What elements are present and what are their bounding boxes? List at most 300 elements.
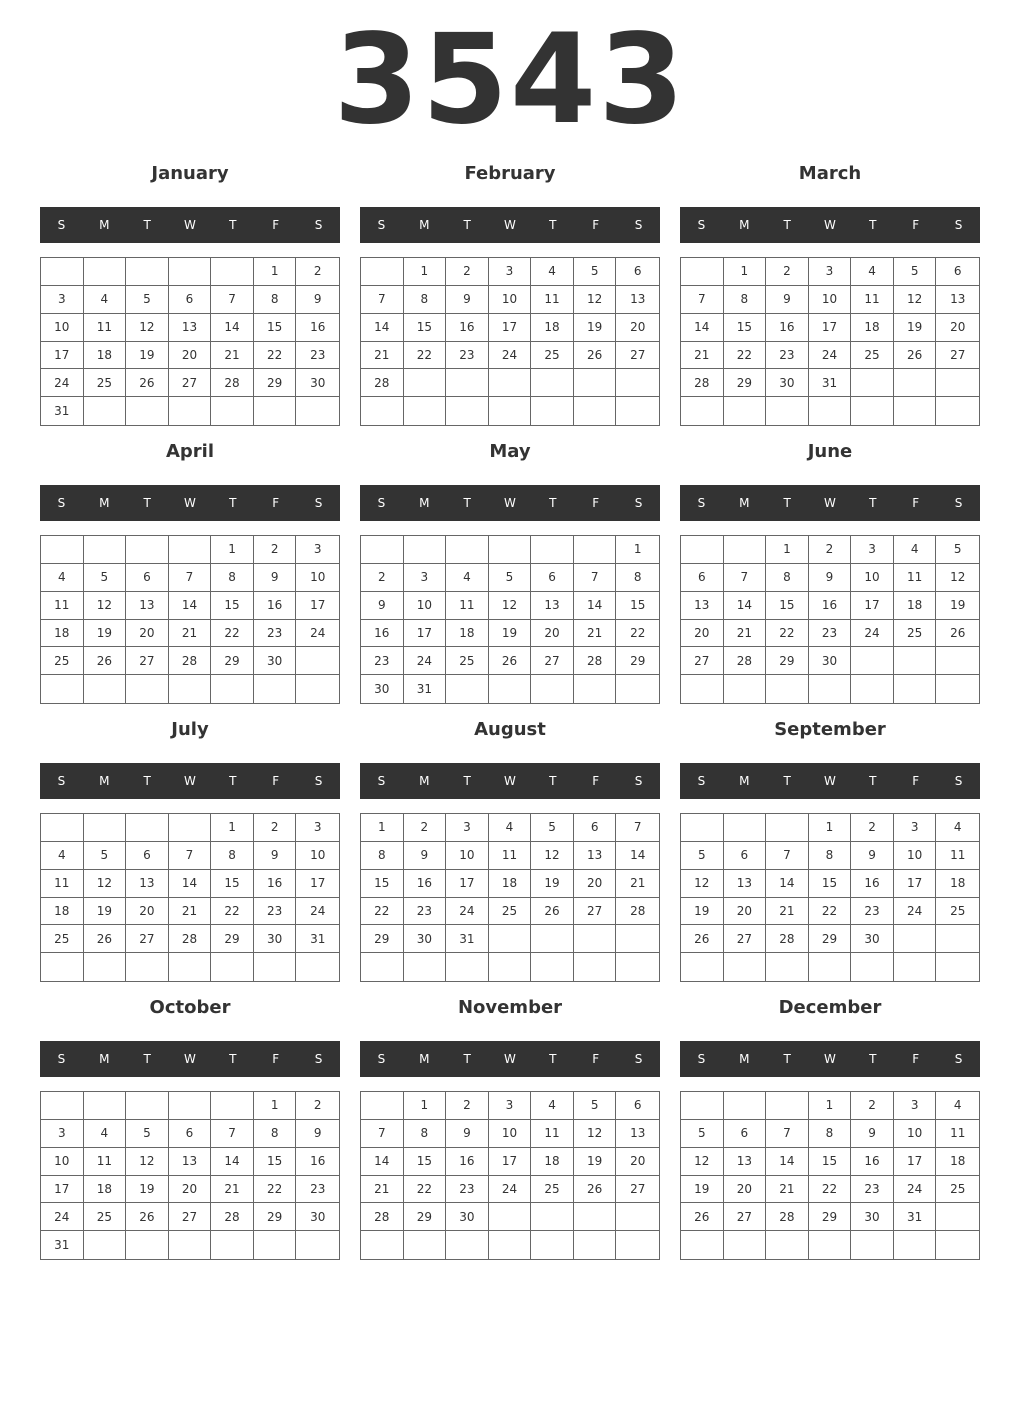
month-june [680,434,980,712]
weekday-label: S [377,774,386,788]
day-cell: 13 [616,1120,659,1148]
day-cell: 28 [169,925,212,953]
day-cell [361,258,404,286]
day-cell: 2 [404,814,447,842]
month-february [360,156,660,434]
day-cell: 3 [41,286,84,314]
day-cell [894,953,937,981]
weekday-label: F [272,496,280,510]
day-cell: 6 [936,258,979,286]
day-cell: 15 [254,314,297,342]
day-cell: 30 [766,369,809,397]
day-cell: 1 [404,258,447,286]
day-cell [936,369,979,397]
day-cell: 4 [531,258,574,286]
weekday-label: F [592,218,600,232]
day-cell: 27 [616,342,659,370]
day-cell: 19 [84,898,127,926]
day-cell: 21 [574,620,617,648]
day-cell [361,953,404,981]
day-cell: 19 [936,592,979,620]
day-cell: 18 [851,314,894,342]
month-name: September [774,719,886,740]
day-cell [404,397,447,425]
day-cell: 23 [766,342,809,370]
weekday-label: T [463,1052,471,1066]
day-grid [40,257,340,426]
day-cell: 22 [211,620,254,648]
day-cell: 23 [851,898,894,926]
day-cell: 12 [894,286,937,314]
day-cell: 28 [361,369,404,397]
day-cell: 16 [766,314,809,342]
day-cell [894,397,937,425]
day-cell [851,675,894,703]
day-cell: 20 [169,342,212,370]
day-cell: 31 [446,925,489,953]
day-cell: 15 [404,1148,447,1176]
weekday-label: S [634,218,643,232]
day-cell [361,397,404,425]
weekday-label: T [143,774,151,788]
day-cell: 11 [84,1148,127,1176]
weekday-label: S [954,1052,963,1066]
day-cell [574,1203,617,1231]
day-cell [254,675,297,703]
day-cell: 19 [126,342,169,370]
day-cell: 18 [531,314,574,342]
day-cell [681,258,724,286]
day-cell: 11 [446,592,489,620]
day-cell [84,536,127,564]
day-cell [446,675,489,703]
day-cell: 13 [126,592,169,620]
day-cell: 9 [254,564,297,592]
day-cell: 15 [809,1148,852,1176]
day-cell [574,369,617,397]
day-cell [126,675,169,703]
day-cell [84,258,127,286]
day-cell [724,397,767,425]
day-cell: 25 [41,647,84,675]
day-cell: 25 [531,342,574,370]
day-cell: 20 [169,1176,212,1204]
day-cell: 6 [531,564,574,592]
day-cell [254,953,297,981]
day-cell: 7 [724,564,767,592]
day-cell: 7 [211,286,254,314]
day-cell [211,1092,254,1120]
weekday-label: M [419,1052,430,1066]
weekday-label: T [549,774,557,788]
weekday-label: W [504,496,516,510]
day-cell: 27 [126,925,169,953]
day-cell: 25 [489,898,532,926]
day-cell [169,953,212,981]
day-cell: 21 [169,898,212,926]
day-cell [766,953,809,981]
day-cell: 12 [681,1148,724,1176]
day-cell: 31 [41,1231,84,1259]
day-cell: 21 [361,342,404,370]
day-cell [724,536,767,564]
day-cell: 11 [531,1120,574,1148]
day-cell [169,1092,212,1120]
day-cell: 26 [574,1176,617,1204]
day-cell [616,1203,659,1231]
day-cell [574,925,617,953]
weekday-label: S [954,218,963,232]
weekday-header [40,1041,340,1077]
day-cell: 25 [84,1203,127,1231]
day-cell [531,675,574,703]
day-cell: 7 [574,564,617,592]
day-cell: 28 [766,925,809,953]
day-cell: 1 [211,814,254,842]
day-cell: 4 [531,1092,574,1120]
day-cell: 9 [254,842,297,870]
day-cell: 29 [809,1203,852,1231]
day-cell [84,675,127,703]
day-cell: 19 [531,870,574,898]
day-cell: 29 [724,369,767,397]
day-cell: 7 [681,286,724,314]
day-cell: 23 [254,898,297,926]
day-cell: 17 [894,870,937,898]
weekday-label: S [377,1052,386,1066]
day-cell [446,369,489,397]
day-cell: 29 [211,925,254,953]
month-name: February [464,163,556,184]
day-cell [126,814,169,842]
day-cell: 11 [894,564,937,592]
day-cell: 29 [616,647,659,675]
day-cell: 11 [489,842,532,870]
day-cell: 2 [254,536,297,564]
day-cell: 25 [84,369,127,397]
day-cell [84,953,127,981]
day-cell: 14 [211,1148,254,1176]
day-cell: 16 [254,592,297,620]
weekday-label: T [229,774,237,788]
day-cell [724,814,767,842]
weekday-label: W [184,774,196,788]
day-cell [574,1231,617,1259]
day-cell: 5 [574,1092,617,1120]
day-cell: 22 [254,342,297,370]
day-cell: 16 [361,620,404,648]
day-cell: 26 [894,342,937,370]
day-cell [851,397,894,425]
weekday-label: W [504,1052,516,1066]
day-cell: 3 [894,814,937,842]
day-cell: 31 [894,1203,937,1231]
weekday-label: F [592,774,600,788]
day-cell [296,647,339,675]
day-cell: 18 [84,342,127,370]
day-cell: 3 [489,1092,532,1120]
day-cell: 30 [809,647,852,675]
weekday-label: F [912,774,920,788]
day-cell [616,953,659,981]
day-cell: 7 [169,842,212,870]
day-cell: 21 [169,620,212,648]
weekday-label: F [912,218,920,232]
day-cell: 13 [574,842,617,870]
day-cell: 24 [489,342,532,370]
day-cell: 9 [766,286,809,314]
day-cell: 21 [724,620,767,648]
day-cell: 10 [41,1148,84,1176]
day-cell [169,814,212,842]
day-grid [360,257,660,426]
day-cell: 7 [361,1120,404,1148]
day-cell: 26 [489,647,532,675]
day-cell [489,1203,532,1231]
day-cell: 10 [489,1120,532,1148]
day-cell: 7 [169,564,212,592]
day-cell: 24 [404,647,447,675]
weekday-header [40,763,340,799]
day-cell: 7 [766,1120,809,1148]
day-cell [404,369,447,397]
weekday-label: T [549,218,557,232]
day-cell: 8 [211,564,254,592]
day-cell: 2 [446,1092,489,1120]
day-cell: 5 [574,258,617,286]
day-cell: 26 [84,647,127,675]
day-cell [574,536,617,564]
day-cell: 1 [616,536,659,564]
weekday-label: M [419,218,430,232]
day-cell: 27 [169,369,212,397]
weekday-header [360,763,660,799]
day-cell: 28 [211,1203,254,1231]
day-cell: 25 [936,898,979,926]
day-cell: 28 [766,1203,809,1231]
day-cell: 20 [531,620,574,648]
day-cell: 23 [361,647,404,675]
weekday-label: S [57,496,66,510]
day-cell: 27 [681,647,724,675]
weekday-header [40,207,340,243]
day-cell [84,814,127,842]
month-name: March [798,163,862,184]
weekday-label: S [697,774,706,788]
day-cell [724,675,767,703]
day-cell: 1 [809,814,852,842]
day-cell [169,536,212,564]
day-cell: 4 [894,536,937,564]
day-cell: 13 [531,592,574,620]
day-cell: 21 [211,1176,254,1204]
day-cell [531,369,574,397]
day-cell: 11 [936,1120,979,1148]
day-cell: 22 [724,342,767,370]
day-cell: 2 [851,814,894,842]
month-april [40,434,340,712]
day-cell [169,1231,212,1259]
day-cell: 30 [254,925,297,953]
day-cell: 12 [126,1148,169,1176]
weekday-label: W [504,218,516,232]
day-cell: 24 [489,1176,532,1204]
day-cell: 18 [936,1148,979,1176]
day-cell: 16 [254,870,297,898]
day-cell: 9 [809,564,852,592]
month-name: July [171,719,209,740]
day-cell [724,1092,767,1120]
day-cell: 2 [446,258,489,286]
day-cell: 10 [489,286,532,314]
day-cell: 26 [126,369,169,397]
day-cell [574,397,617,425]
day-cell: 9 [296,286,339,314]
day-cell: 23 [254,620,297,648]
day-cell: 5 [489,564,532,592]
day-cell: 28 [169,647,212,675]
weekday-label: M [99,218,110,232]
day-cell: 2 [851,1092,894,1120]
day-cell: 13 [724,1148,767,1176]
day-cell [766,397,809,425]
day-cell: 28 [681,369,724,397]
weekday-label: T [229,496,237,510]
day-cell: 27 [126,647,169,675]
day-cell: 9 [851,842,894,870]
day-cell: 13 [724,870,767,898]
day-cell: 25 [531,1176,574,1204]
day-cell: 13 [169,314,212,342]
day-cell: 17 [296,870,339,898]
weekday-label: F [272,774,280,788]
day-cell: 26 [936,620,979,648]
day-cell [851,1231,894,1259]
day-grid [40,535,340,704]
day-cell: 3 [296,814,339,842]
day-cell: 18 [936,870,979,898]
weekday-label: M [99,496,110,510]
day-cell: 10 [296,564,339,592]
weekday-label: T [869,218,877,232]
day-cell [446,536,489,564]
day-cell: 3 [809,258,852,286]
day-cell: 22 [361,898,404,926]
day-cell: 12 [84,592,127,620]
day-cell: 1 [809,1092,852,1120]
day-cell [894,369,937,397]
weekday-label: S [314,1052,323,1066]
day-cell: 26 [681,1203,724,1231]
weekday-label: T [463,774,471,788]
day-cell: 28 [616,898,659,926]
day-cell: 10 [894,842,937,870]
day-cell: 14 [681,314,724,342]
day-cell: 22 [404,1176,447,1204]
day-cell: 1 [254,1092,297,1120]
day-cell [126,953,169,981]
month-january [40,156,340,434]
day-cell [681,1231,724,1259]
day-grid [40,1091,340,1260]
day-cell: 26 [126,1203,169,1231]
day-cell: 15 [361,870,404,898]
day-cell: 29 [766,647,809,675]
day-cell: 9 [851,1120,894,1148]
day-cell: 2 [254,814,297,842]
month-november [360,990,660,1268]
day-cell: 16 [809,592,852,620]
day-cell [84,397,127,425]
weekday-label: S [954,496,963,510]
day-cell: 18 [489,870,532,898]
day-cell: 4 [84,1120,127,1148]
day-cell: 17 [41,1176,84,1204]
weekday-header [360,1041,660,1077]
day-cell: 21 [616,870,659,898]
weekday-label: F [272,218,280,232]
weekday-label: M [739,774,750,788]
day-cell: 18 [531,1148,574,1176]
month-name: December [778,997,882,1018]
day-cell: 22 [254,1176,297,1204]
day-cell: 29 [361,925,404,953]
day-cell: 6 [616,1092,659,1120]
day-cell [404,536,447,564]
day-cell: 22 [616,620,659,648]
day-cell: 8 [809,842,852,870]
day-cell [766,814,809,842]
day-cell: 30 [296,369,339,397]
day-cell: 24 [296,898,339,926]
day-cell: 15 [404,314,447,342]
day-cell [126,1231,169,1259]
day-cell: 28 [574,647,617,675]
day-cell: 12 [936,564,979,592]
day-cell: 16 [446,1148,489,1176]
day-cell [809,675,852,703]
weekday-label: F [272,1052,280,1066]
day-cell: 19 [489,620,532,648]
day-cell [446,953,489,981]
day-cell [936,675,979,703]
day-cell: 27 [724,925,767,953]
day-cell: 21 [766,898,809,926]
day-cell: 11 [531,286,574,314]
day-grid [360,535,660,704]
day-cell: 6 [126,564,169,592]
day-cell: 9 [446,1120,489,1148]
weekday-label: S [634,496,643,510]
day-cell: 5 [126,286,169,314]
day-cell [894,675,937,703]
day-cell: 18 [41,620,84,648]
day-cell: 5 [84,842,127,870]
day-cell: 24 [446,898,489,926]
day-cell: 15 [254,1148,297,1176]
day-cell: 20 [126,620,169,648]
weekday-label: M [419,774,430,788]
weekday-label: T [869,774,877,788]
day-cell: 8 [809,1120,852,1148]
day-cell [254,397,297,425]
day-cell: 31 [809,369,852,397]
weekday-header [680,763,980,799]
day-cell: 24 [296,620,339,648]
month-august [360,712,660,990]
weekday-label: T [869,496,877,510]
year-title: 3543 [333,8,687,152]
